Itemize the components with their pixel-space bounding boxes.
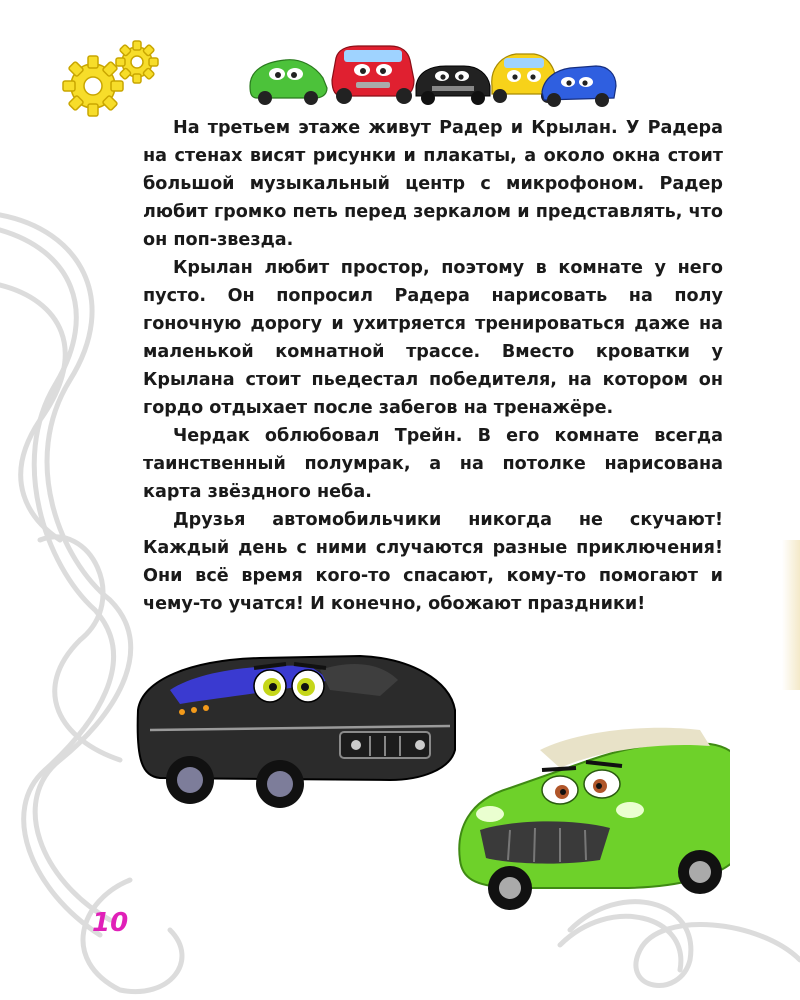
page-number: 10 [92,908,129,938]
gear-icon [55,38,165,118]
black-convertible [138,656,455,808]
red-jeep [332,46,414,104]
black-car [416,66,490,105]
story-text [143,114,723,618]
paragraph: Чердак облюбовал Трейн. В его комнате всегда таинственный полумрак, а на потолке нарисована карта звёздного неба. [143,426,723,502]
paragraph: На третьем этаже живут Радер и Крылан. У Радера на стенах висят рисунки и плакаты, а около окна стоит большой музыкальный центр с микрофоном. Радер любит громко петь перед зеркалом и представлять, что он поп-звезда. [143,118,723,250]
green-convertible [459,728,730,910]
green-car [250,60,327,105]
paragraph: Друзья автомобильчики никогда не скучают! Каждый день с ними случаются разные приключения! Они всё время кого-то спасают, кому-то помогают и чему-то учатся! И конечно, обожают праздники! [143,510,723,614]
paragraph: Крылан любит простор, поэтому в комнате у него пусто. Он попросил Радера нарисовать на полу гоночную дорогу и ухитряется тренироваться даже на маленькой комнатной трассе. Вместо кроватки у Крылана стоит пьедестал победителя, на котором он гордо отдыхает после забегов на тренажёре. [143,258,723,418]
page-edge-shade [782,540,800,690]
header-cars-illustration [240,38,620,108]
cars-illustration [130,640,730,910]
